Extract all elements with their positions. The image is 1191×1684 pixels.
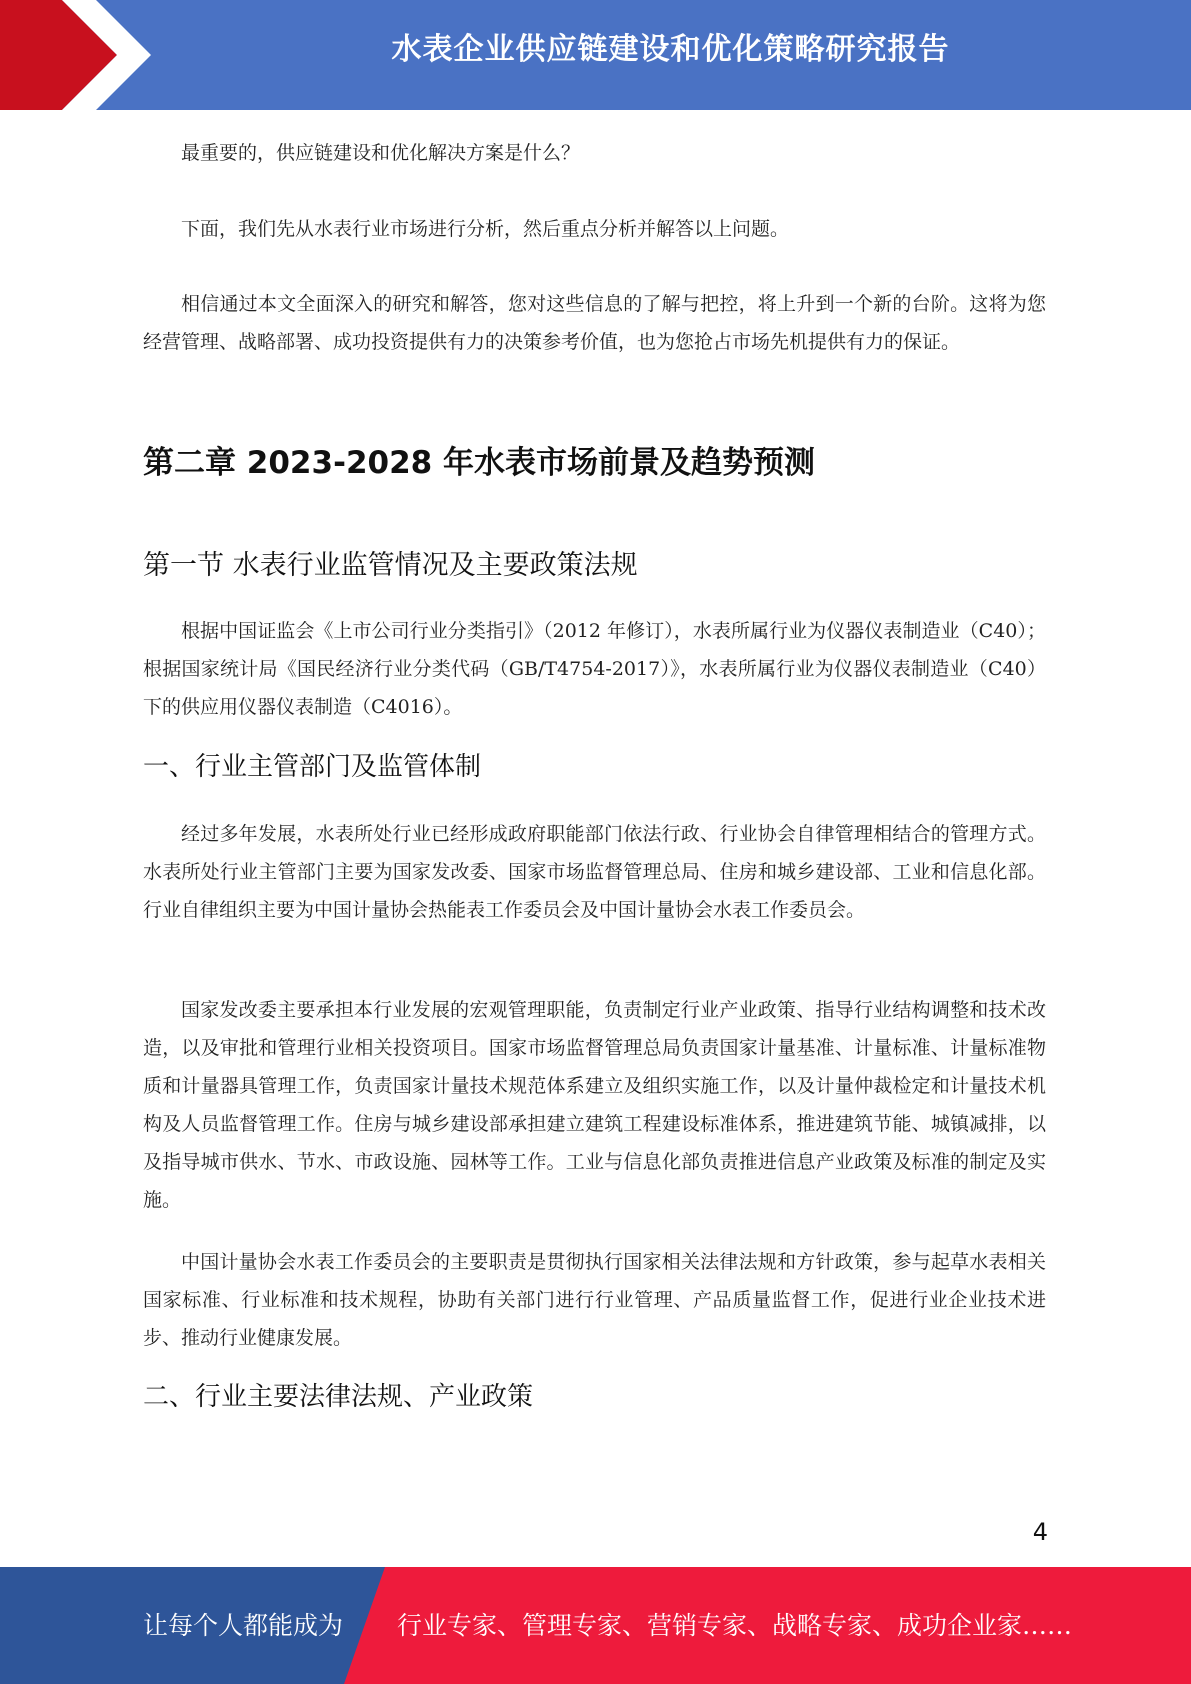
page-number: 4 [1032,1518,1048,1546]
header-title: 水表企业供应链建设和优化策略研究报告 [391,32,950,67]
paragraph-3: 相信通过本文全面深入的研究和解答，您对这些信息的了解与把控，将上升到一个新的台阶。这将为您经营管理、战略部署、成功投资提供有力的决策参考价值，也为您抢占市场先机提供有力的保证。 [143,293,1046,353]
chapter-title: 第二章 2023-2028 年水表市场前景及趋势预测 [143,445,816,481]
paragraph-4: 根据中国证监会《上市公司行业分类指引》（2012 年修订），水表所属行业为仪器仪表制造业（C40）；根据国家统计局《国民经济行业分类代码（GB/T4754-2017）》，水表所属行业为仪器仪表制造业（C40）下的供应用仪器仪表制造（C4016）。 [143,620,1046,718]
paragraph-7: 中国计量协会水表工作委员会的主要职责是贯彻执行国家相关法律法规和方针政策，参与起草水表相关国家标准、行业标准和技术规程，协助有关部门进行行业管理、产品质量监督工作，促进行业企业技术进步、推动行业健康发展。 [143,1251,1046,1349]
section-title: 第一节 水表行业监管情况及主要政策法规 [143,550,638,581]
footer-slogan-right: 行业专家、管理专家、营销专家、战略专家、成功企业家…… [397,1611,1073,1640]
footer-slogan-left: 让每个人都能成为 [143,1611,344,1640]
page-footer [0,1567,1191,1684]
page-header [0,0,1191,110]
paragraph-2: 下面，我们先从水表行业市场进行分析，然后重点分析并解答以上问题。 [181,218,790,240]
subsection-title-2: 二、行业主要法律法规、产业政策 [143,1382,534,1412]
subsection-title-1: 一、行业主管部门及监管体制 [143,752,482,782]
paragraph-1: 最重要的，供应链建设和优化解决方案是什么？ [181,142,581,164]
paragraph-6: 国家发改委主要承担本行业发展的宏观管理职能，负责制定行业产业政策、指导行业结构调整和技术改造，以及审批和管理行业相关投资项目。国家市场监督管理总局负责国家计量基准、计量标准、计量标准物质和计量器具管理工作，负责国家计量技术规范体系建立及组织实施工作，以及计量仲裁检定和计量技术机构及人员监督管理工作。住房与城乡建设部承担建立建筑工程建设标准体系，推进建筑节能、城镇减排，以及指导城市供水、节水、市政设施、园林等工作。工业与信息化部负责推进信息产业政策及标准的制定及实施。 [143,999,1046,1211]
paragraph-5: 经过多年发展，水表所处行业已经形成政府职能部门依法行政、行业协会自律管理相结合的管理方式。水表所处行业主管部门主要为国家发改委、国家市场监督管理总局、住房和城乡建设部、工业和信息化部。行业自律组织主要为中国计量协会热能表工作委员会及中国计量协会水表工作委员会。 [143,823,1046,921]
header-chevron-icon [0,0,160,110]
